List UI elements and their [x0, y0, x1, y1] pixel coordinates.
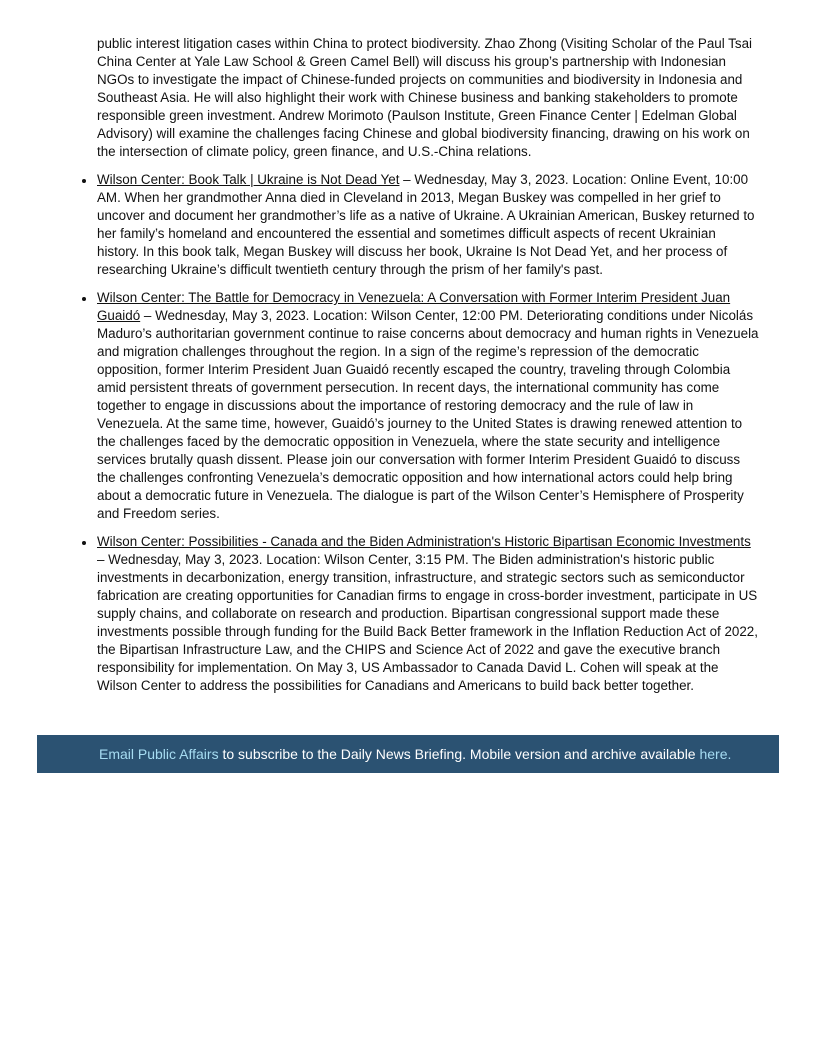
footer-text: to subscribe to the Daily News Briefing. Mobile version and archive available — [218, 746, 700, 762]
event-item-canada-investments — [97, 533, 759, 695]
event-details: – Wednesday, May 3, 2023. Location: Wilson Center, 12:00 PM. Deteriorating conditions under Nicolás Maduro’s authoritarian government continue to raise concerns about democracy and human rights in Venezuela and migration challenges throughout the region. In a sign of the regime’s repression of the democratic opposition, former Interim President Juan Guaidó recently escaped the country, traveling through Colombia amid persistent threats of government persecution. In recent days, the international community has come together to engage in discussions about the importance of restoring democracy and the rule of law in Venezuela. At the same time, however, Guaidó’s journey to the United States is drawing renewed attention to the challenges faced by the democratic opposition in Venezuela, where the state security and intelligence services brutally quash dissent. Please join our conversation with former Interim President Guaidó to discuss the challenges confronting Venezuela’s democratic opposition and how international actors could help bring about a democratic future in Venezuela. The dialogue is part of the Wilson Center’s Hemisphere of Prosperity and Freedom series. — [97, 308, 759, 521]
event-link-venezuela-democracy[interactable]: Wilson Center: The Battle for Democracy in Venezuela: A Conversation with Former Interim President Juan Guaidó — [97, 290, 731, 323]
subscribe-footer-bar — [37, 735, 779, 773]
briefing-content — [97, 35, 759, 705]
events-list — [97, 171, 759, 695]
archive-here-link[interactable]: here. — [699, 746, 732, 762]
event-item-ukraine-book-talk — [97, 171, 759, 279]
event-item-venezuela-democracy — [97, 289, 759, 523]
event-link-ukraine-book-talk[interactable]: Wilson Center: Book Talk | Ukraine is Not Dead Yet — [97, 172, 400, 187]
event-link-canada-investments[interactable]: Wilson Center: Possibilities - Canada and the Biden Administration's Historic Bipartisan Economic Investments — [97, 534, 751, 549]
intro-paragraph: public interest litigation cases within China to protect biodiversity. Zhao Zhong (Visiting Scholar of the Paul Tsai China Center at Yale Law School & Green Camel Bell) will discuss his group’s partnership with Indonesian NGOs to investigate the impact of Chinese-funded projects on communities and biodiversity in Indonesia and Southeast Asia. He will also highlight their work with Chinese business and banking stakeholders to promote responsible green investment. Andrew Morimoto (Paulson Institute, Green Finance Center | Edelman Global Advisory) will examine the challenges facing Chinese and global biodiversity financing, drawing on his work on the intersection of climate policy, green finance, and U.S.-China relations. — [97, 36, 752, 159]
event-details: – Wednesday, May 3, 2023. Location: Wilson Center, 3:15 PM. The Biden administration's historic public investments in decarbonization, energy transition, infrastructure, and strategic sectors such as semiconductor fabrication are creating opportunities for Canadian firms to engage in cross-border investment, participate in US supply chains, and collaborate on research and production. Bipartisan congressional support made these investments possible through funding for the Build Back Better framework in the Inflation Reduction Act of 2022, the Bipartisan Infrastructure Law, and the CHIPS and Science Act of 2022 and gave the executive branch responsibility for implementation. On May 3, US Ambassador to Canada David L. Cohen will speak at the Wilson Center to address the possibilities for Canadians and Americans to build back better together. — [97, 552, 758, 693]
event-details: – Wednesday, May 3, 2023. Location: Online Event, 10:00 AM. When her grandmother Anna died in Cleveland in 2013, Megan Buskey was compelled in her grief to uncover and document her grandmother’s life as a native of Ukraine. A Ukrainian American, Buskey returned to her family’s homeland and encountered the essential and sometimes difficult aspects of recent Ukrainian history. In this book talk, Megan Buskey will discuss her book, Ukraine Is Not Dead Yet, and her process of researching Ukraine’s difficult twentieth century through the prism of her family's past. — [97, 172, 755, 277]
email-public-affairs-link[interactable]: Email Public Affairs — [99, 746, 219, 762]
